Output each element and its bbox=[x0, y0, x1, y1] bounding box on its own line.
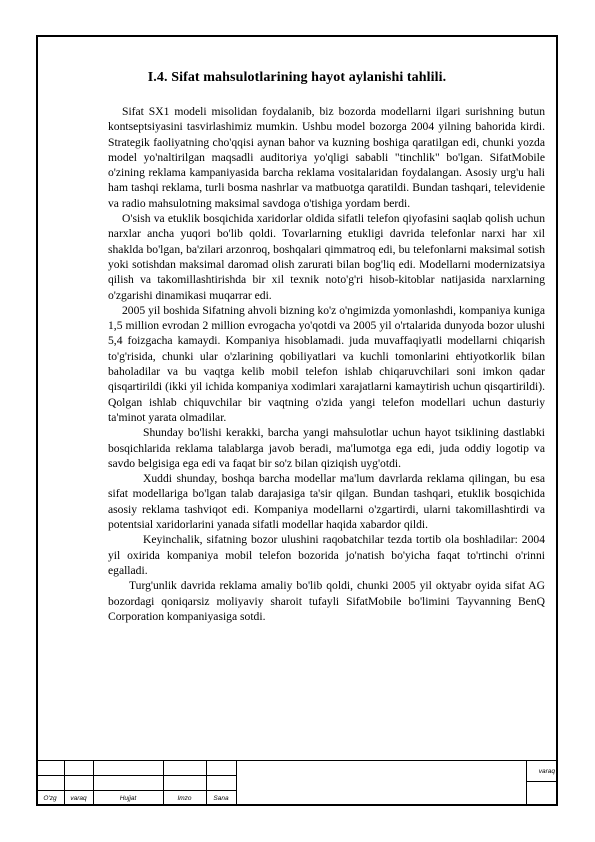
paragraph: Keyinchalik, sifatning bozor ulushini raqobatchilar tezda tortib ola boshladilar: 2004 yil oxirida kompaniya mobil telefon bozorida jo'natish bo'yicha faqat to'rtinchi o'rinni egalladi. bbox=[108, 533, 545, 577]
section-title: I.4. Sifat mahsulotlarining hayot aylanishi tahlili. bbox=[147, 70, 447, 85]
paragraph: O'sish va etuklik bosqichida xaridorlar oldida sifatli telefon qiyofasini saqlab qolish uchun narxlar ancha yuqori bo'lib qoldi. Tovarlarning etukligi davrida telefonlar narxi har xil shaklda bo'lgan, ba'zilari arzonroq, boshqalari qimmatroq edi, bu telefonlarni maksimal sotish yoki sotishdan maksimal daromad olish zarurati bilan bog'liq edi. Modellarni modernizatsiya qilish va takomillashtirishda bir xil texnik noto'g'ri hisob-kitoblar natijasida narxlarning o'zgarishi dinamikasi muqarrar edi. bbox=[108, 212, 545, 302]
stamp-label-varaq: varaq bbox=[70, 795, 87, 802]
stamp-label-imzo: Imzo bbox=[177, 795, 192, 802]
stamp-label-ozg: O'zg bbox=[43, 795, 57, 802]
paragraph: 2005 yil boshida Sifatning ahvoli bizning ko'z o'ngimizda yomonlashdi, kompaniya kuniga 1,5 million evrodan 2 million evrogacha yo'qotdi va 2005 yil o'rtalarida dunyoda bozor ulushi 5,4 foizgacha kamaydi. Kompaniya hisoblamadi. juda muvaffaqiyatli modellarni chiqarish to'g'risida, chunki ular o'zlarining qobiliyatlari va kuchli tomonlarini ehtiyotkorlik bilan baholadilar va bu vaqtga kelib mobil telefon ishlab chiqaruvchilari soni imkon qadar qisqartirildi (ikki yil ichida kompaniya xodimlari xarajatlarni kamaytirish uchun qisqartirildi). Qolgan ishlab chiquvchilar bir vaqtning o'zida yangi telefon modellari uchun dasturiy ta'minot yarata olmadilar. bbox=[108, 303, 545, 424]
paragraph: Sifat SX1 modeli misolidan foydalanib, biz bozorda modellarni ilgari surishning butun kontseptsiyasini tasvirlashimiz mumkin. Ushbu model bozorga 2004 yilning bahorida kirdi. Strategik faoliyatning cho'qqisi aynan bahor va kuzning boshiga qaratilgan edi, chunki yozda model yo'naltirilgan maqsadli auditoriya yo'qligi sababli "tinchlik" bo'lgan. SifatMobile o'zining reklama kampaniyasida barcha reklama vositalaridan foydalangan. Asosiy urg'u hali ham tashqi reklama, turli bosma nashrlar va matbuotga qaratildi. Bundan tashqari, televidenie va radio mahsulotning maksimal savdoga o'tishiga yordam berdi. bbox=[108, 105, 545, 210]
document-body bbox=[108, 104, 545, 624]
title-block-column-rule bbox=[236, 760, 237, 806]
stamp-label-sana: Sana bbox=[213, 795, 229, 802]
title-block bbox=[36, 760, 558, 806]
paragraph: Shunday bo'lishi kerakki, barcha yangi mahsulotlar uchun hayot tsiklining dastlabki bosqichlarida reklama talablarga javob beradi, ma'lumotga ega edi, juda oddiy logotip va savdo belgisiga ega edi va faqat bir so'z bilan qiziqish uyg'otdi. bbox=[108, 426, 545, 470]
paragraph: Xuddi shunday, boshqa barcha modellar ma'lum davrlarda reklama qilingan, bu esa sifat modellariga bo'lgan talab darajasiga ta'sir qilgan. Bundan tashqari, etuklik bosqichida asosiy reklama tashviqot edi. Kompaniya modellarni o'zgartirdi, ularni takomillashtirdi va potentsial xaridorlarini yanada sifatli modellar haqida xabardor qildi. bbox=[108, 472, 545, 532]
title-block-top-rule bbox=[36, 760, 558, 761]
sheet-cell-rule bbox=[526, 760, 527, 806]
paragraph: Turg'unlik davrida reklama amaliy bo'lib qoldi, chunki 2005 yil oktyabr oyida sifat AG bozordagi qoniqarsiz moliyaviy sharoit tufayli SifatMobile bo'limini Tayvanning BenQ Corporation kompaniyasiga sotdi. bbox=[108, 579, 545, 623]
sheet-label: varaq bbox=[538, 768, 555, 775]
stamp-label-hujjat: Hujjat bbox=[119, 795, 137, 802]
sheet-cell-rule bbox=[526, 781, 558, 782]
